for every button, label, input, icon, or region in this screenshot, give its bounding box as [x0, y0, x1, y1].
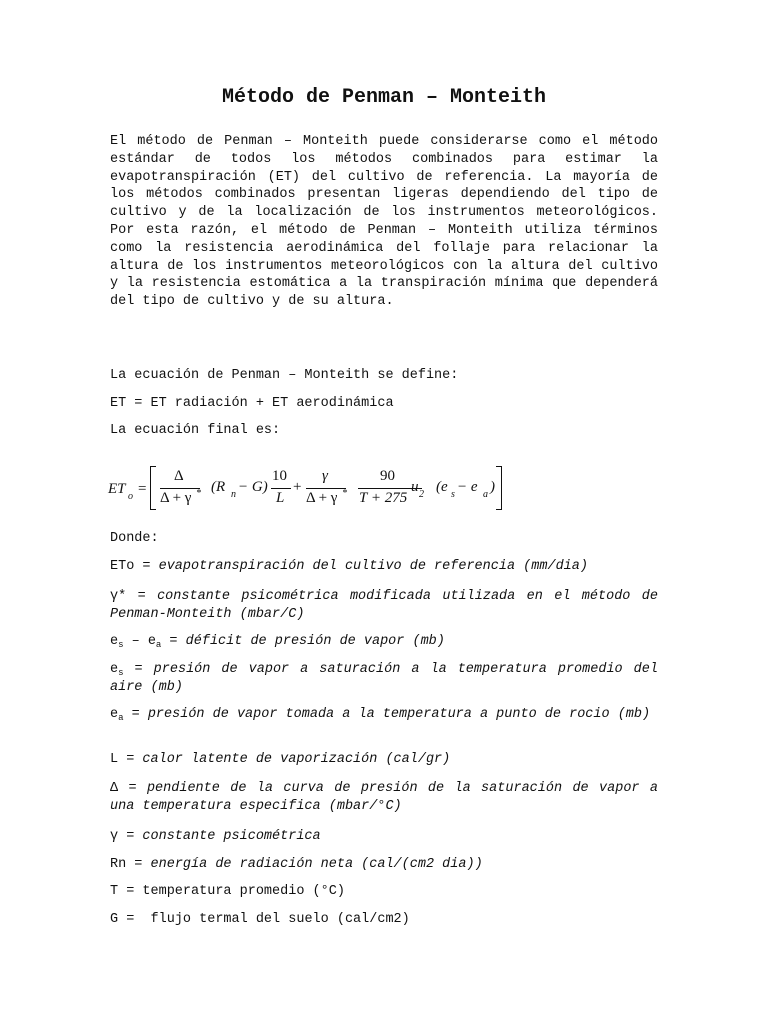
right-bracket	[501, 466, 502, 510]
eq-equals: =	[138, 481, 147, 497]
page-title: Método de Penman – Monteith	[221, 86, 547, 109]
eq-star1: *	[196, 488, 201, 499]
penman-monteith-equation	[108, 462, 508, 518]
eq-den2: Δ + γ	[306, 490, 338, 506]
donde-label: Donde:	[110, 531, 159, 546]
eq-rn-rest: − G)	[238, 479, 268, 495]
intro-paragraph: El método de Penman – Monteith puede considerarse como el método estándar de todos los métodos combinados para estimar la evapotranspiración (ET) del cultivo de referencia. La mayoría de los métodos combinados presentan ligeras dependiendo del tipo de cultivo y de la localización de los instrumentos meteorológicos. Por esta razón, el método de Penman – Monteith utiliza términos como la resistencia aerodinámica del follaje para relacionar la altura de los instrumentos meteorológicos con la altura del cultivo y la resistencia estomática a la transpiración mínima que dependerá del tipo de cultivo y de su altura.	[110, 134, 658, 310]
definition-ea: $e_a$ = presión de vapor tomada a la temperatura a punto de rocio (mb)	[110, 707, 651, 723]
eq-lhs-et: ET	[108, 481, 126, 497]
eq-gamma: γ	[322, 468, 328, 484]
eq-lhs-sub: o	[128, 491, 133, 502]
left-bracket	[150, 466, 151, 510]
eq-L: L	[276, 490, 285, 506]
equation-final-label: La ecuación final es:	[110, 423, 281, 438]
eq-u: u	[411, 479, 419, 495]
definition-soil-flux: G = flujo termal del suelo (cal/cm2)	[110, 912, 410, 927]
eq-close: )	[490, 479, 495, 495]
eq-rn: (R	[211, 479, 226, 495]
definition-eto: ETo = evapotranspiración del cultivo de referencia (mm/dia)	[110, 559, 588, 574]
eq-ninety: 90	[380, 468, 395, 484]
definition-delta: Δ = pendiente de la curva de presión de la saturación de vapor a una temperatura especifica (mbar/°C)	[110, 781, 658, 814]
definition-vapor-deficit: $e_s - e_a$ = déficit de presión de vapor (mb)	[110, 634, 445, 650]
definition-es: $e_s$ = presión de vapor a saturación a la temperatura promedio del aire (mb)	[110, 662, 658, 695]
eq-ten: 10	[272, 468, 287, 484]
definition-gamma: γ = constante psicométrica	[110, 829, 321, 844]
eq-es-sub: s	[451, 489, 455, 500]
equation-sum: ET = ET radiación + ET aerodinámica	[110, 396, 394, 411]
eq-u-sub: 2	[419, 489, 424, 500]
eq-den1: Δ + γ	[160, 490, 192, 506]
equation-intro: La ecuación de Penman – Monteith se define:	[110, 368, 459, 383]
definition-rn: Rn = energía de radiación neta (cal/(cm2 dia))	[110, 857, 483, 872]
eq-delta: Δ	[174, 468, 184, 484]
eq-plus: +	[293, 479, 302, 495]
eq-es: (e	[436, 479, 448, 495]
eq-den3: T + 275	[359, 490, 408, 506]
eq-star2: *	[342, 488, 347, 499]
definition-temperature: T = temperatura promedio (°C)	[110, 884, 345, 899]
fraction-bar	[160, 488, 200, 489]
definition-latent-heat: L = calor latente de vaporización (cal/gr)	[110, 752, 451, 767]
eq-minus-ea: − e	[457, 479, 478, 495]
eq-rn-sub: n	[231, 489, 236, 500]
eq-ea-sub: a	[483, 489, 488, 500]
definition-gamma-star: γ* = constante psicométrica modificada utilizada en el método de Penman-Monteith (mbar/C)	[110, 589, 658, 622]
